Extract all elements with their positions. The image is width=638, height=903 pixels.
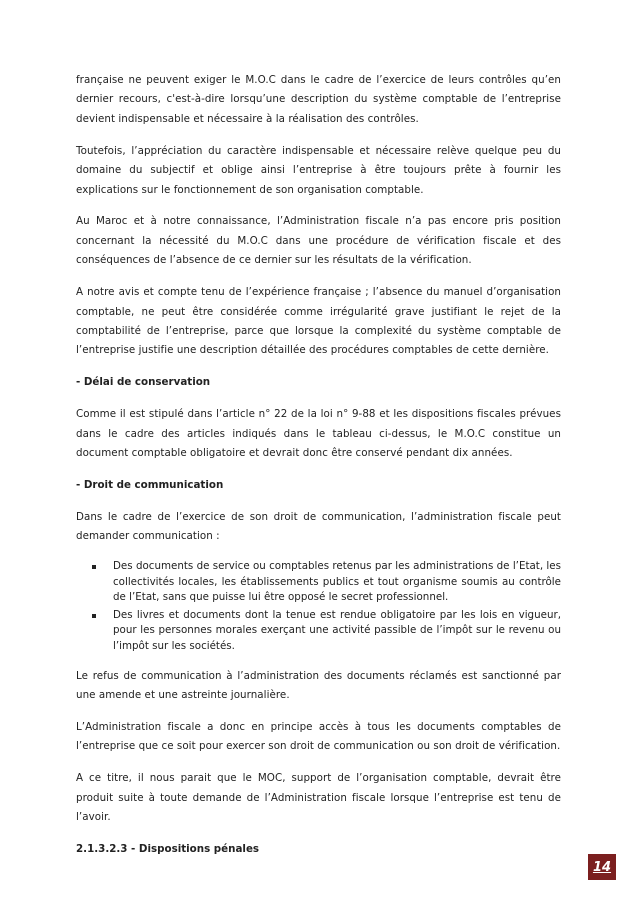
paragraph-toutefois: Toutefois, l’appréciation du caractère indispensable et nécessaire relève quelque peu du domaine du subjectif et oblige ainsi l’entreprise à être toujours prête à fournir les explications sur le fonctionnement de son organisation comptable. <box>76 144 561 196</box>
paragraph-intro: française ne peuvent exiger le M.O.C dans le cadre de l’exercice de leurs contrôles qu’en dernier recours, c'est-à-dire lorsqu’une description du système comptable de l’entreprise devient indispensable et nécessaire à la réalisation des contrôles. <box>76 74 561 125</box>
document-body <box>76 71 561 872</box>
square-bullet-icon <box>92 614 96 618</box>
paragraph-acces: L’Administration fiscale a donc en principe accès à tous les documents comptables de l’entreprise que ce soit pour exercer son droit de communication ou son droit de vérification. <box>76 720 561 753</box>
page-number: 14 <box>592 859 612 875</box>
page-number-badge <box>588 854 616 880</box>
heading-droit-communication: - Droit de communication <box>76 478 224 491</box>
square-bullet-icon <box>92 565 96 569</box>
paragraph-maroc: Au Maroc et à notre connaissance, l’Administration fiscale n’a pas encore pris position concernant la nécessité du M.O.C dans une procédure de vérification fiscale et des conséquences de l’absence de ce dernier sur les résultats de la vérification. <box>76 215 561 267</box>
heading-dispositions-penales: 2.1.3.2.3 - Dispositions pénales <box>76 842 260 855</box>
communication-list <box>76 559 561 654</box>
list-item <box>76 608 561 655</box>
list-item-text: Des livres et documents dont la tenue est rendue obligatoire par les lois en vigueur, pour les personnes morales exerçant une activité passible de l’impôt sur le revenu ou l’impôt sur les sociétés. <box>113 608 561 652</box>
paragraph-avis: A notre avis et compte tenu de l’expérience française ; l’absence du manuel d’organisation comptable, ne peut être considérée comme irrégularité grave justifiant le rejet de la comptabilité de l’entreprise, parce que lorsque la complexité du système comptable de l’entreprise justifie une description détaillée des procédures comptables de cette dernière. <box>76 286 561 357</box>
paragraph-a-ce-titre: A ce titre, il nous parait que le MOC, support de l’organisation comptable, devrait être produit suite à toute demande de l’Administration fiscale lorsque l’entreprise est tenu de l’avoir. <box>76 772 561 824</box>
paragraph-droit-communication: Dans le cadre de l’exercice de son droit de communication, l’administration fiscale peut demander communication : <box>76 510 561 543</box>
paragraph-refus: Le refus de communication à l’administration des documents réclamés est sanctionné par une amende et une astreinte journalière. <box>76 669 561 702</box>
list-item-text: Des documents de service ou comptables retenus par les administrations de l’Etat, les collectivités locales, les établissements publics et tout organisme soumis au contrôle de l’Etat, sans que puisse lui être opposé le secret professionnel. <box>113 560 561 604</box>
list-item <box>76 559 561 606</box>
paragraph-article-22: Comme il est stipulé dans l’article n° 22 de la loi n° 9-88 et les dispositions fiscales prévues dans le cadre des articles indiqués dans le tableau ci-dessus, le M.O.C constitue un document comptable obligatoire et devrait donc être conservé pendant dix années. <box>76 408 561 459</box>
heading-delai-conservation: - Délai de conservation <box>76 376 211 389</box>
